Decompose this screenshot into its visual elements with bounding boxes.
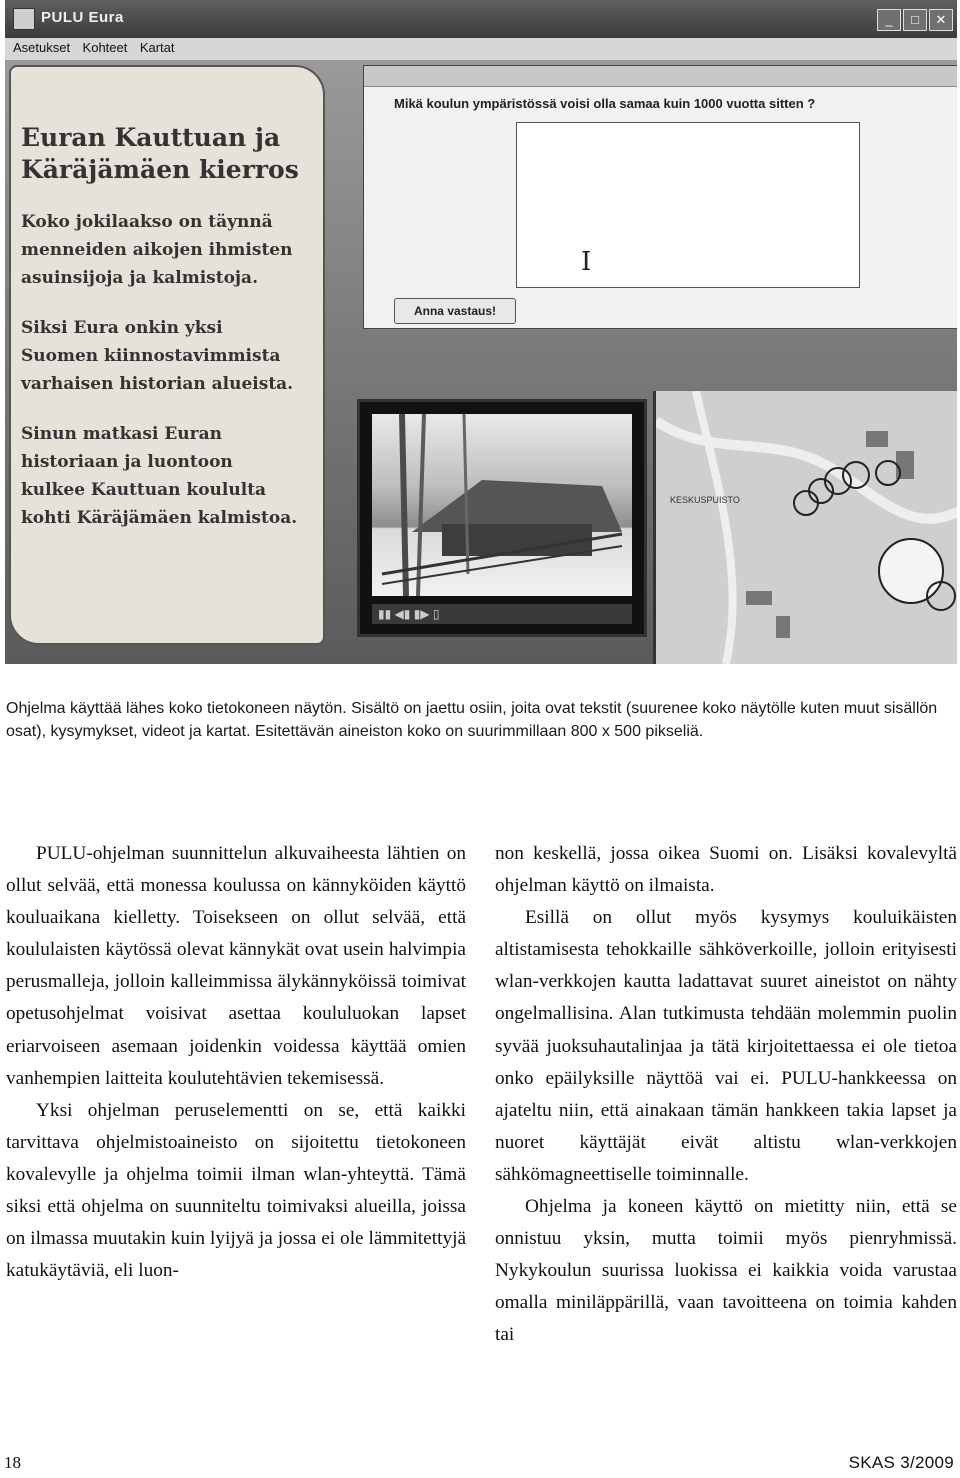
map-image (656, 391, 957, 664)
publication-name: SKAS 3/2009 (848, 1453, 954, 1472)
text-cursor-icon: I (581, 247, 592, 277)
body-paragraph: PULU-ohjelman suunnittelun alkuvaiheesta lähtien on ollut selvää, että monessa koulussa on kännyköiden käyttö kouluaikana kielletty. Toisekseen on ollut selvää, että koululaisten käytössä olevat kännykät ovat usein halvimpia perusmalleja, jolloin kalleimmissa älykännyköissä toimivat opetusohjelmat voisivat asettaa koululuokan lapset eriarvoiseen asemaan joidenkin voidessa käyttää omien vanhempien laitteita koulutehtävien tekemisessä. (6, 843, 466, 1089)
figure-caption: Ohjelma käyttää lähes koko tietokoneen näytön. Sisältö on jaettu osiin, joita ovat tekstit (suurenee koko näytölle kuten muut sisällön osat), kysymykset, videot ja kartat. Esitettävän aineiston koko on suurimmillaan 800 x 500 pikseliä. (6, 700, 938, 740)
scroll-paragraph: Sinun matkasi Euran historiaan ja luontoon kulkee Kauttuan koululta kohti Käräjämäen kalmistoa. (21, 424, 298, 528)
question-window-header (364, 66, 957, 87)
map-panel[interactable] (653, 391, 957, 664)
question-window (363, 65, 957, 329)
submit-answer-button[interactable]: Anna vastaus! (394, 298, 516, 324)
video-player (357, 399, 647, 637)
body-paragraph: Esillä on ollut myös kysymys kouluikäisten altistamisesta tehokkaille sähköverkoille, jolloin erityisesti wlan-verkkojen kautta ladattavat suuret aineistot on nähty ongelmallisina. Alan tutkimusta tehdään molemmin puolin syvää juoksuhautalinjaa ja tätä kirjoitettaessa ei ole tietoa onko epäilyksille näyttöä vai ei. PULU-hankkeessa on ajateltu niin, että ainakaan tämän hankkeen takia lapset ja nuoret käyttäjät eivät altistu wlan-verkkojen sähkömagneettiselle toiminnalle. (495, 907, 957, 1185)
answer-textarea[interactable] (516, 122, 860, 288)
video-controls[interactable]: ▮▮ ◀▮ ▮▶ ▯ (372, 604, 632, 624)
question-text: Mikä koulun ympäristössä voisi olla samaa kuin 1000 vuotta sitten ? (394, 96, 816, 111)
window-titlebar (5, 0, 957, 38)
menu-kohteet[interactable]: Kohteet (82, 40, 128, 55)
window-title: PULU Eura (41, 9, 124, 26)
body-paragraph: non keskellä, jossa oikea Suomi on. Lisäksi kovalevyltä ohjelman käyttö on ilmaista. (495, 843, 957, 897)
body-paragraph: Ohjelma ja koneen käyttö on mietitty niin, että se onnistuu yksin, mutta toimii myös pienryhmissä. Nykykoulun suurissa luokissa ei kaikkia voida varustaa omalla miniläppärillä, vaan tavoitteena on toimia kahden tai (495, 1196, 957, 1346)
page-number: 18 (4, 1453, 21, 1472)
scroll-paragraph: Koko jokilaakso on täynnä menneiden aikojen ihmisten asuinsijoja ja kalmistoja. (21, 212, 293, 288)
close-button[interactable]: ✕ (929, 9, 953, 31)
scroll-title: Euran Kauttuan ja Käräjämäen kierros (21, 123, 299, 184)
scroll-paragraph: Siksi Eura onkin yksi Suomen kiinnostavimmista varhaisen historian alueista. (21, 318, 294, 394)
maximize-button[interactable]: □ (903, 9, 927, 31)
program-screenshot (5, 0, 957, 664)
minimize-button[interactable]: _ (877, 9, 901, 31)
video-scene-image (372, 414, 632, 596)
text-scroll-panel[interactable] (9, 65, 325, 645)
article-column-left (6, 838, 466, 1287)
video-frame[interactable] (372, 414, 632, 596)
app-icon (13, 8, 35, 30)
map-label: KESKUSPUISTO (670, 495, 740, 505)
menu-kartat[interactable]: Kartat (139, 40, 175, 55)
app-canvas (5, 61, 957, 664)
article-column-right (495, 838, 957, 1352)
menu-bar (5, 38, 957, 61)
body-paragraph: Yksi ohjelman peruselementti on se, että kaikki tarvittava ohjelmistoaineisto on sijoitettu tietokoneen kovalevylle ja ohjelma toimii ilman wlan-yhteyttä. Tämä siksi että ohjelma on suunniteltu toimivaksi alueilla, joissa on ilmassa muutakin kuin lyijyä ja jossa ei ole lämmitettyjä katukäytäviä, eli luon- (6, 1099, 466, 1282)
menu-asetukset[interactable]: Asetukset (13, 40, 71, 55)
